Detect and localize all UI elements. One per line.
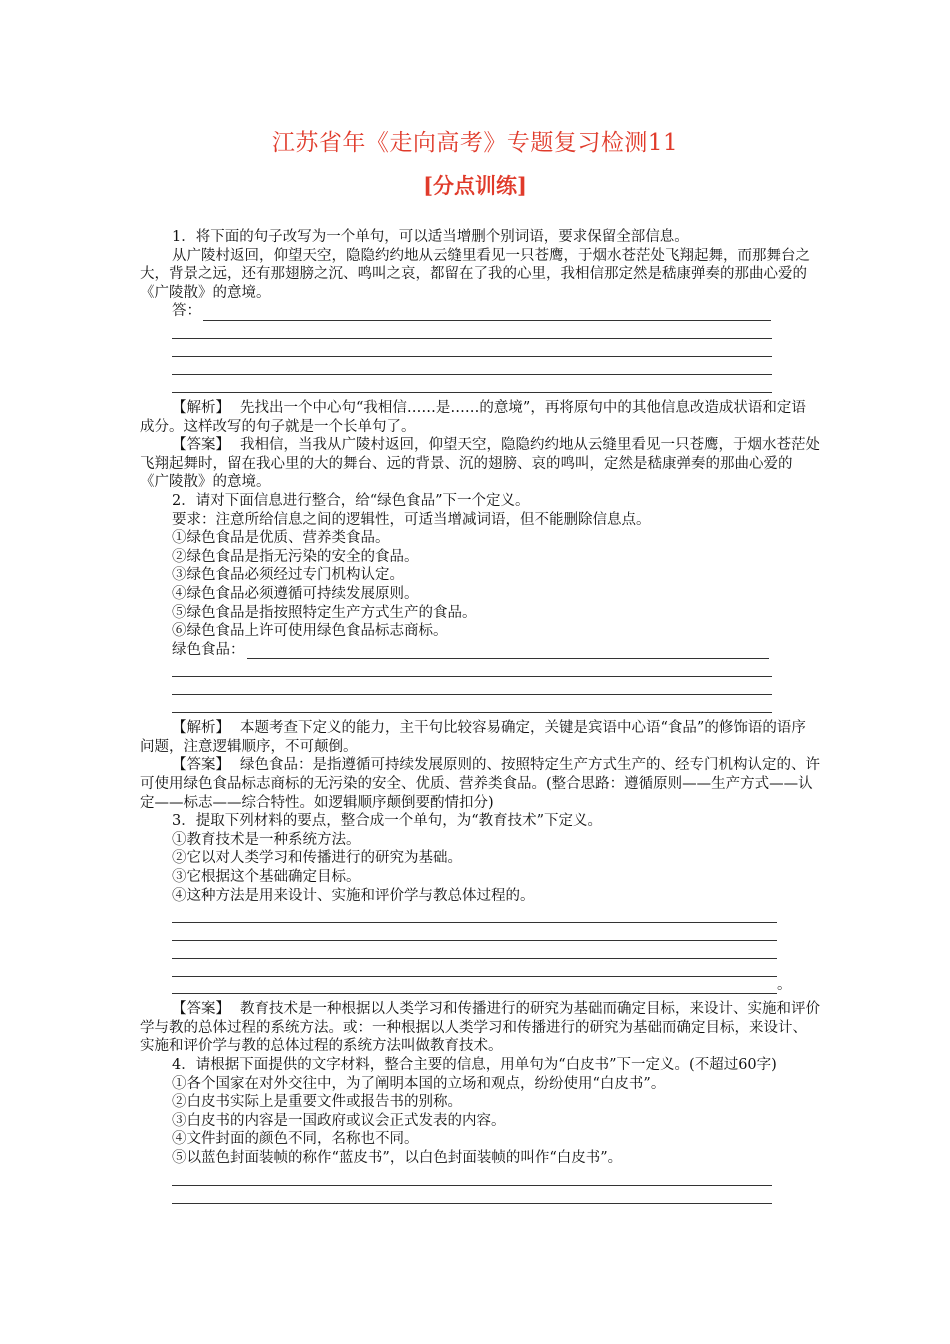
q3-key-text: 教育技术是一种根据以人类学习和传播进行的研究为基础而确定目标，来设计、实施和评价学与教的总体过程的系统方法。或：一种根据以人类学习和传播进行的研究为基础而确定目标，来设计、实施和评价学与教的总体过程的系统方法叫做教育技术。 <box>140 1001 820 1055</box>
q2-answer-line[interactable] <box>172 659 772 677</box>
q1-answer-line[interactable] <box>203 308 771 321</box>
q3-item: ①教育技术是一种系统方法。 <box>172 831 361 848</box>
q4-item: ①各个国家在对外交往中，为了阐明本国的立场和观点，纷纷使用“白皮书”。 <box>172 1075 666 1092</box>
q4-item: ④文件封面的颜色不同，名称也不同。 <box>172 1131 419 1148</box>
q2-item: ③绿色食品必须经过专门机构认定。 <box>172 567 404 584</box>
q3-period: 。 <box>777 976 792 993</box>
q3-item: ②它以对人类学习和传播进行的研究为基础。 <box>172 850 462 867</box>
q2-key-text: 绿色食品：是指遵循可持续发展原则的、按照特定生产方式生产的、经专门机构认定的、许可使用绿色食品标志商标的无污染的安全、优质、营养类食品。(整合思路：遵循原则——生产方式——认定——标志——综合特性。如逻辑顺序颠倒要酌情扣分) <box>140 757 820 811</box>
q3-item: ③它根据这个基础确定目标。 <box>172 869 361 886</box>
analysis-label: 【解析】 <box>172 399 230 416</box>
document-body <box>140 228 820 1204</box>
q2-analysis-text: 本题考查下定义的能力，主干句比较容易确定，关键是宾语中心语“食品”的修饰语的语序问题，注意逻辑顺序，不可颠倒。 <box>140 720 806 755</box>
answer-key-label: 【答案】 <box>172 1001 230 1018</box>
q3-answer-line[interactable] <box>172 941 777 959</box>
q4-item: ②白皮书实际上是重要文件或报告书的别称。 <box>172 1094 462 1111</box>
q1-analysis-text: 先找出一个中心句“我相信……是……的意境”，再将原句中的其他信息改造成状语和定语成分。这样改写的句子就是一个长单句了。 <box>140 399 806 435</box>
q3-key <box>140 1000 820 1056</box>
q2-item: ①绿色食品是优质、营养类食品。 <box>172 530 390 547</box>
q3-prompt: 3．提取下列材料的要点，整合成一个单句，为“教育技术”下定义。 <box>172 813 603 830</box>
q2-key <box>140 756 820 812</box>
q4-item: ⑤以蓝色封面装帧的称作“蓝皮书”，以白色封面装帧的叫作“白皮书”。 <box>172 1149 623 1166</box>
q2-answer-line[interactable] <box>172 695 772 713</box>
q3-answer-line[interactable] <box>172 905 777 923</box>
answer-key-label: 【答案】 <box>172 437 230 454</box>
q2-item: ②绿色食品是指无污染的安全的食品。 <box>172 548 419 565</box>
q1-prompt: 1．将下面的句子改写为一个单句，可以适当增删个别词语，要求保留全部信息。 <box>172 229 689 245</box>
page-title: 江苏省年《走向高考》专题复习检测11 <box>271 130 679 156</box>
q1-answer-label: 答： <box>172 303 201 320</box>
q2-analysis <box>140 719 820 756</box>
q2-answer-label: 绿色食品： <box>172 641 245 658</box>
q4-answer-line[interactable] <box>172 1168 772 1186</box>
q1-key <box>140 436 820 492</box>
q1-answer-line[interactable] <box>172 375 772 393</box>
analysis-label: 【解析】 <box>172 720 230 737</box>
q3-answer-line[interactable] <box>172 959 777 977</box>
q1-material: 从广陵村返回，仰望天空，隐隐约约地从云缝里看见一只苍鹰，于烟水苍茫处飞翔起舞，而那舞台之大，背景之远，还有那翅膀之沉、鸣叫之哀，都留在了我的心里，我相信那定然是嵇康弹奏的那曲心爱的《广陵散》的意境。 <box>140 247 810 301</box>
answer-key-label: 【答案】 <box>172 757 230 774</box>
q2-item: ④绿色食品必须遵循可持续发展原则。 <box>172 585 419 602</box>
q2-answer-line[interactable] <box>247 646 769 659</box>
q2-answer-line[interactable] <box>172 677 772 695</box>
q2-item: ⑤绿色食品是指按照特定生产方式生产的食品。 <box>172 604 477 621</box>
section-subtitle: [分点训练] <box>423 173 527 198</box>
q2-requirement: 要求：注意所给信息之间的逻辑性，可适当增减词语，但不能删除信息点。 <box>172 511 651 528</box>
q1-key-text: 我相信，当我从广陵村返回，仰望天空，隐隐约约地从云缝里看见一只苍鹰，于烟水苍茫处飞翔起舞时，留在我心里的大的舞台、远的背景、沉的翅膀、哀的鸣叫，定然是嵇康弹奏的那曲心爱的《广陵散》的意境。 <box>140 437 820 491</box>
q1-analysis <box>140 399 820 436</box>
q3-answer-line[interactable] <box>172 976 777 994</box>
q1-answer-row <box>140 302 820 321</box>
q4-answer-line[interactable] <box>172 1186 772 1204</box>
q1-answer-line[interactable] <box>172 357 772 375</box>
q4-item: ③白皮书的内容是一国政府或议会正式发表的内容。 <box>172 1112 506 1129</box>
q3-answer-line[interactable] <box>172 923 777 941</box>
q3-item: ④这种方法是用来设计、实施和评价学与教总体过程的。 <box>172 887 535 904</box>
q1-answer-line[interactable] <box>172 321 772 339</box>
q3-answer-last-row <box>172 977 820 994</box>
q2-item: ⑥绿色食品上许可使用绿色食品标志商标。 <box>172 623 448 640</box>
q2-answer-row <box>140 641 820 660</box>
q2-prompt: 2．请对下面信息进行整合，给“绿色食品”下一个定义。 <box>172 492 530 509</box>
q4-prompt: 4．请根据下面提供的文字材料，整合主要的信息，用单句为“白皮书”下一定义。(不超过60字) <box>172 1057 777 1073</box>
q1-answer-line[interactable] <box>172 339 772 357</box>
